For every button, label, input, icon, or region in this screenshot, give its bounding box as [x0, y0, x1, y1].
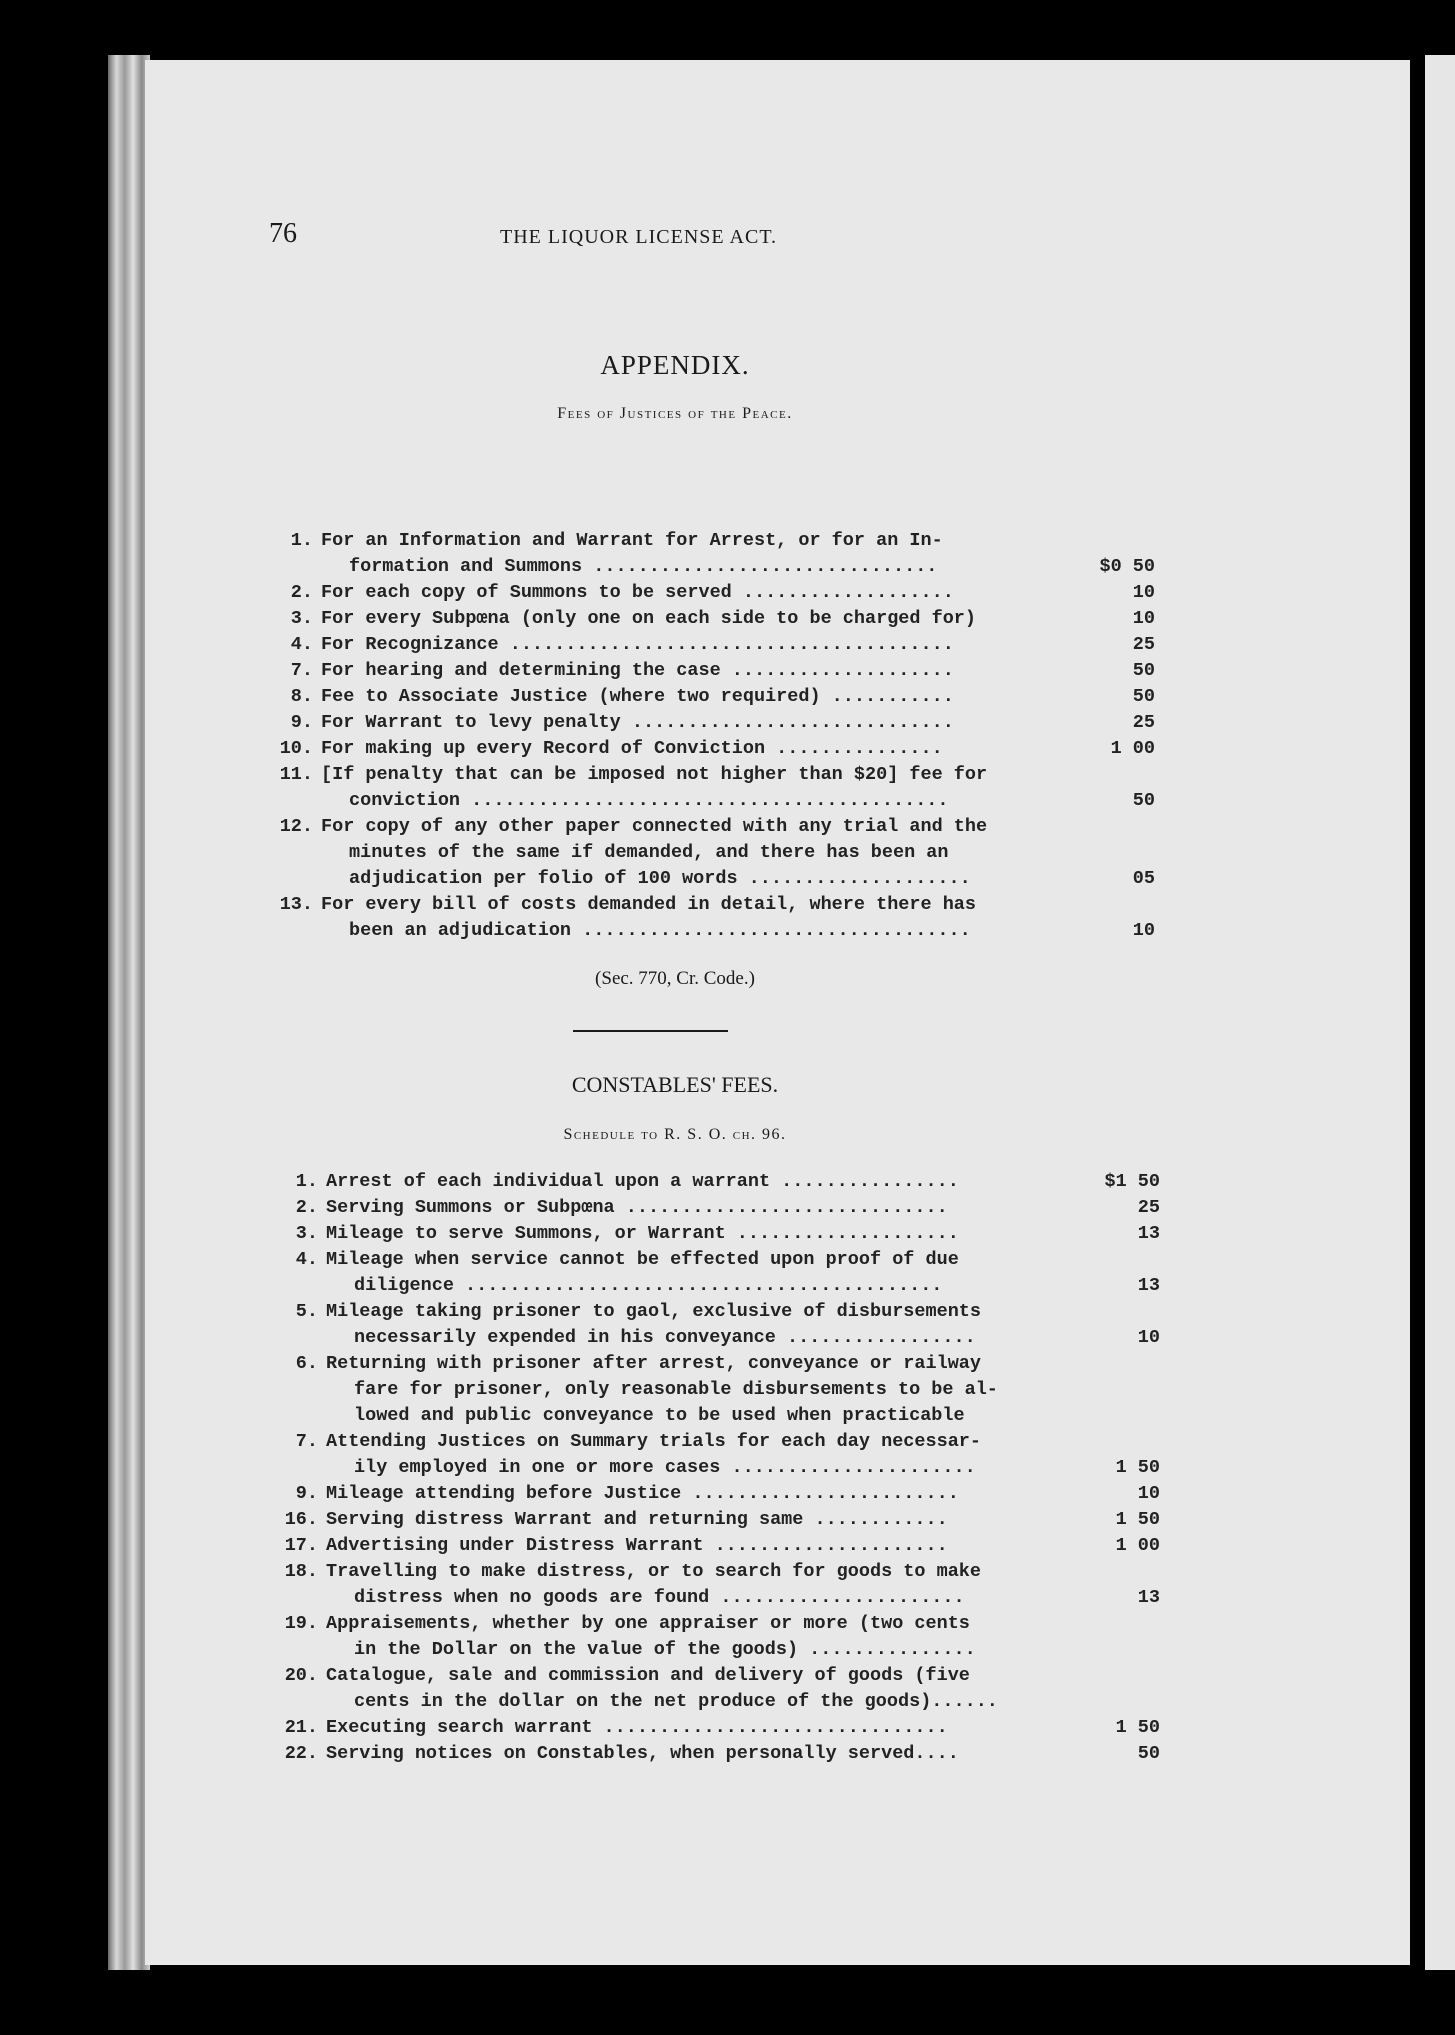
item-text-line: Appraisements, whether by one appraiser or more (two cents — [326, 1613, 970, 1634]
item-number: 8. — [290, 686, 313, 707]
item-text-line: Mileage attending before Justice ........................ — [326, 1483, 959, 1504]
fee-item — [270, 1559, 1160, 1611]
item-number: 5. — [295, 1301, 318, 1322]
fee-item — [270, 1741, 1160, 1767]
item-text-line: Executing search warrant ............................... — [326, 1717, 948, 1738]
fee-item — [270, 1247, 1160, 1299]
item-number: 18. — [284, 1561, 318, 1582]
item-description — [321, 710, 1011, 736]
fee-item — [265, 606, 1155, 632]
item-number: 10. — [279, 738, 313, 759]
fee-item — [265, 892, 1155, 944]
page-number: 76 — [269, 218, 297, 249]
item-number: 17. — [284, 1535, 318, 1556]
item-fee: 13 — [1137, 1587, 1160, 1608]
fee-item — [270, 1221, 1160, 1247]
item-text-line: For every bill of costs demanded in detail, where there has — [321, 894, 977, 915]
item-text-line: cents in the dollar on the net produce of the goods)...... — [354, 1691, 998, 1712]
book-page — [145, 60, 1410, 1965]
item-fee: 05 — [1132, 868, 1155, 889]
item-description — [321, 632, 1011, 658]
item-text-line: Mileage to serve Summons, or Warrant .................... — [326, 1223, 959, 1244]
item-fee: 10 — [1132, 608, 1155, 629]
item-fee: 50 — [1137, 1743, 1160, 1764]
item-fee: 10 — [1137, 1327, 1160, 1348]
item-number: 4. — [290, 634, 313, 655]
item-fee: 25 — [1137, 1197, 1160, 1218]
item-text-line: minutes of the same if demanded, and there has been an — [349, 842, 949, 863]
item-fee: $1 50 — [1104, 1171, 1160, 1192]
item-text-line: For an Information and Warrant for Arrest, or for an In- — [321, 530, 943, 551]
item-description — [321, 814, 1011, 892]
fee-item — [265, 528, 1155, 580]
item-number: 7. — [295, 1431, 318, 1452]
item-number: 2. — [295, 1197, 318, 1218]
item-fee: 25 — [1132, 712, 1155, 733]
item-text-line: Serving notices on Constables, when personally served.... — [326, 1743, 959, 1764]
item-text-line: been an adjudication ................................... — [349, 920, 971, 941]
appendix-title: APPENDIX. — [600, 350, 750, 380]
fee-item — [270, 1169, 1160, 1195]
item-description — [326, 1195, 1016, 1221]
item-text-line: For every Subpœna (only one on each side to be charged for) — [321, 608, 977, 629]
item-description — [326, 1299, 1016, 1351]
item-fee: 13 — [1137, 1275, 1160, 1296]
item-text-line: distress when no goods are found ...................... — [354, 1587, 965, 1608]
item-description — [326, 1741, 1016, 1767]
item-description — [326, 1559, 1016, 1611]
item-text-line: For Warrant to levy penalty ............................. — [321, 712, 954, 733]
item-text-line: conviction ........................................... — [349, 790, 949, 811]
item-text-line: Catalogue, sale and commission and delivery of goods (five — [326, 1665, 970, 1686]
item-description — [321, 658, 1011, 684]
item-fee: 50 — [1132, 686, 1155, 707]
item-description — [326, 1169, 1016, 1195]
fee-item — [270, 1663, 1160, 1715]
item-number: 7. — [290, 660, 313, 681]
fee-item — [270, 1429, 1160, 1481]
item-text-line: For hearing and determining the case .................... — [321, 660, 954, 681]
item-fee: 1 50 — [1115, 1717, 1160, 1738]
item-number: 2. — [290, 582, 313, 603]
item-fee: 1 50 — [1115, 1509, 1160, 1530]
item-text-line: For each copy of Summons to be served ................... — [321, 582, 954, 603]
item-description — [321, 762, 1011, 814]
item-fee: 50 — [1132, 790, 1155, 811]
fee-item — [265, 762, 1155, 814]
fee-item — [270, 1481, 1160, 1507]
item-number: 9. — [290, 712, 313, 733]
justices-fees-heading: Fees of Justices of the Peace. — [557, 405, 793, 422]
item-description — [321, 606, 1011, 632]
item-number: 16. — [284, 1509, 318, 1530]
item-text-line: fare for prisoner, only reasonable disbursements to be al- — [354, 1379, 998, 1400]
justices-citation: (Sec. 770, Cr. Code.) — [595, 968, 755, 989]
item-fee: 10 — [1132, 920, 1155, 941]
item-text-line: Serving Summons or Subpœna ............................. — [326, 1197, 948, 1218]
item-text-line: Serving distress Warrant and returning same ............ — [326, 1509, 948, 1530]
item-fee: $0 50 — [1099, 556, 1155, 577]
item-text-line: Advertising under Distress Warrant ..................... — [326, 1535, 948, 1556]
fee-item — [265, 814, 1155, 892]
item-number: 22. — [284, 1743, 318, 1764]
fee-item — [270, 1351, 1160, 1429]
section-divider — [573, 1030, 728, 1032]
item-text-line: For copy of any other paper connected with any trial and the — [321, 816, 988, 837]
item-number: 19. — [284, 1613, 318, 1634]
item-text-line: Mileage taking prisoner to gaol, exclusive of disbursements — [326, 1301, 982, 1322]
item-description — [326, 1611, 1016, 1663]
item-number: 13. — [279, 894, 313, 915]
item-description — [326, 1429, 1016, 1481]
item-number: 21. — [284, 1717, 318, 1738]
item-text-line: Travelling to make distress, or to search for goods to make — [326, 1561, 982, 1582]
item-description — [326, 1351, 1016, 1429]
constables-fees-title: CONSTABLES' FEES. — [571, 1072, 779, 1097]
constables-schedule-heading: Schedule to R. S. O. ch. 96. — [563, 1126, 787, 1143]
item-text-line: For Recognizance ........................................ — [321, 634, 954, 655]
item-description — [326, 1481, 1016, 1507]
item-number: 12. — [279, 816, 313, 837]
item-description — [321, 736, 1011, 762]
item-number: 4. — [295, 1249, 318, 1270]
item-description — [326, 1507, 1016, 1533]
item-text-line: ily employed in one or more cases ...................... — [354, 1457, 976, 1478]
item-text-line: For making up every Record of Conviction ............... — [321, 738, 943, 759]
book-spine — [108, 55, 150, 1970]
item-number: 9. — [295, 1483, 318, 1504]
item-number: 1. — [295, 1171, 318, 1192]
item-text-line: lowed and public conveyance to be used when practicable — [354, 1405, 965, 1426]
item-number: 1. — [290, 530, 313, 551]
item-fee: 1 50 — [1115, 1457, 1160, 1478]
item-text-line: Returning with prisoner after arrest, conveyance or railway — [326, 1353, 982, 1374]
item-number: 11. — [279, 764, 313, 785]
item-description — [326, 1221, 1016, 1247]
item-text-line: formation and Summons ............................... — [349, 556, 938, 577]
fee-item — [265, 710, 1155, 736]
item-text-line: diligence ........................................... — [354, 1275, 943, 1296]
item-description — [326, 1533, 1016, 1559]
item-fee: 25 — [1132, 634, 1155, 655]
item-fee: 10 — [1132, 582, 1155, 603]
item-description — [321, 892, 1011, 944]
item-fee: 1 00 — [1110, 738, 1155, 759]
fee-item — [265, 580, 1155, 606]
item-fee: 10 — [1137, 1483, 1160, 1504]
justices-fee-list — [265, 528, 1155, 944]
item-description — [321, 528, 1011, 580]
item-text-line: [If penalty that can be imposed not higher than $20] fee for — [321, 764, 988, 785]
fee-item — [270, 1195, 1160, 1221]
constables-fee-list — [270, 1169, 1160, 1767]
item-text-line: Fee to Associate Justice (where two required) ........... — [321, 686, 954, 707]
item-number: 20. — [284, 1665, 318, 1686]
item-fee: 50 — [1132, 660, 1155, 681]
item-description — [326, 1247, 1016, 1299]
fee-item — [265, 658, 1155, 684]
fee-item — [270, 1533, 1160, 1559]
running-head: THE LIQUOR LICENSE ACT. — [500, 226, 778, 248]
item-description — [321, 684, 1011, 710]
fee-item — [265, 736, 1155, 762]
item-description — [326, 1663, 1016, 1715]
item-text-line: adjudication per folio of 100 words .................... — [349, 868, 971, 889]
fee-item — [265, 684, 1155, 710]
fee-item — [270, 1299, 1160, 1351]
item-description — [326, 1715, 1016, 1741]
fee-item — [265, 632, 1155, 658]
item-text-line: necessarily expended in his conveyance ................. — [354, 1327, 976, 1348]
fee-item — [270, 1611, 1160, 1663]
item-description — [321, 580, 1011, 606]
item-number: 6. — [295, 1353, 318, 1374]
item-text-line: in the Dollar on the value of the goods) ............... — [354, 1639, 976, 1660]
item-number: 3. — [295, 1223, 318, 1244]
facing-page-edge — [1425, 55, 1455, 1970]
item-text-line: Arrest of each individual upon a warrant ................ — [326, 1171, 959, 1192]
item-fee: 13 — [1137, 1223, 1160, 1244]
item-text-line: Attending Justices on Summary trials for each day necessar- — [326, 1431, 982, 1452]
fee-item — [270, 1507, 1160, 1533]
item-text-line: Mileage when service cannot be effected upon proof of due — [326, 1249, 959, 1270]
item-number: 3. — [290, 608, 313, 629]
item-fee: 1 00 — [1115, 1535, 1160, 1556]
fee-item — [270, 1715, 1160, 1741]
